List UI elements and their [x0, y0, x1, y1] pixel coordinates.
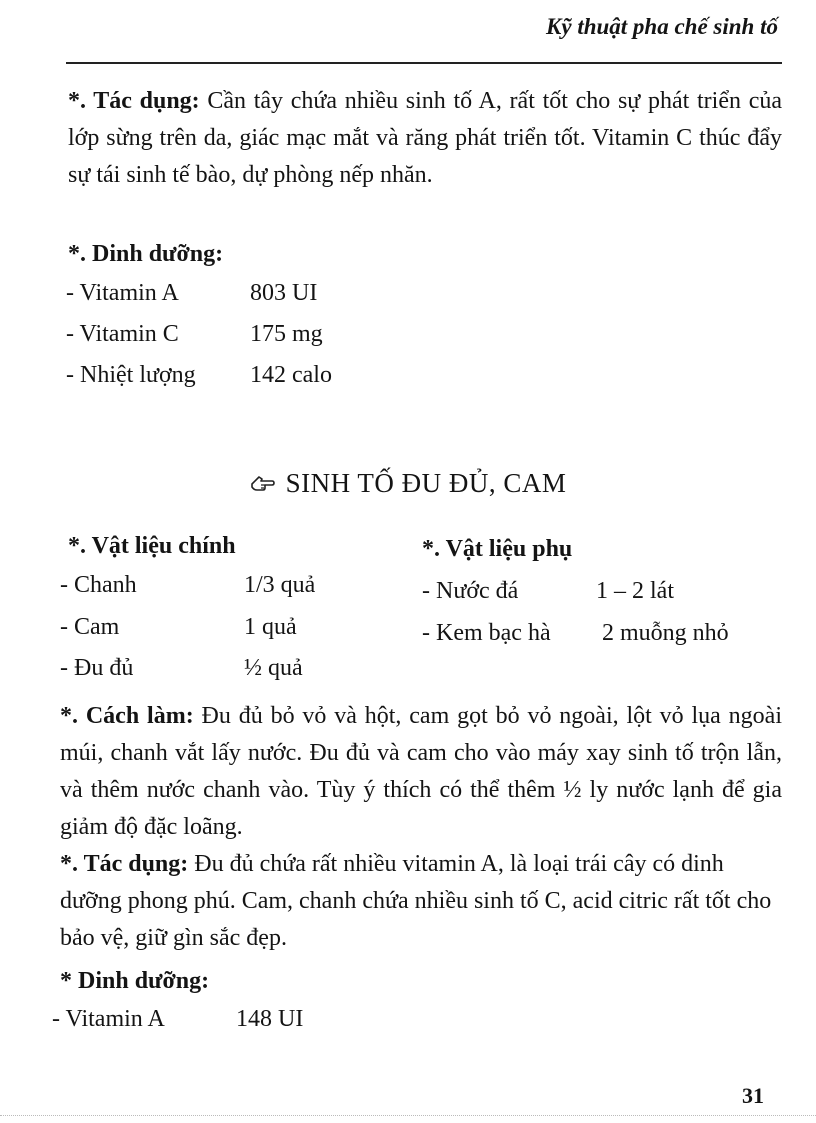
nutrition-name: - Vitamin A	[52, 1006, 165, 1032]
nutrition-value: 803 UI	[250, 280, 318, 306]
method-label: *. Cách làm:	[60, 703, 194, 729]
effect-text-2: Đu đủ chứa rất nhiều vitamin A, là loại trái cây có dinh dưỡng phong phú. Cam, chanh chứa nhiều sinh tố C, acid citric rất tốt cho bảo vệ, giữ gìn sắc đẹp.	[60, 851, 772, 951]
page-number: 31	[742, 1083, 764, 1108]
header-rule	[66, 62, 782, 64]
method-paragraph	[60, 698, 782, 846]
effect-paragraph-2	[60, 846, 782, 957]
effect-label-2: *. Tác dụng:	[60, 851, 189, 877]
nutrition-heading-2: * Dinh dưỡng:	[60, 968, 210, 994]
ingredient-qty: 1 – 2 lát	[596, 578, 674, 604]
method-text: Đu đủ bỏ vỏ và hột, cam gọt bỏ vỏ ngoài, lột vỏ lụa ngoài múi, chanh vắt lấy nước. Đu đủ và cam cho vào máy xay sinh tố trộn lẫn, và thêm nước chanh vào. Tùy ý thích có thể thêm ½ ly nước lạnh để gia giảm độ đặc loãng.	[60, 703, 783, 840]
effect-label-1: *. Tác dụng:	[68, 88, 200, 114]
main-materials-heading: *. Vật liệu chính	[68, 533, 236, 559]
extra-materials-heading: *. Vật liệu phụ	[422, 536, 573, 562]
bottom-dotted-line	[0, 1115, 816, 1116]
recipe-title-text: SINH TỐ ĐU ĐỦ, CAM	[285, 468, 567, 498]
nutrition-name: - Nhiệt lượng	[66, 362, 196, 388]
ingredient-name: - Nước đá	[422, 578, 519, 604]
effect-paragraph-1	[68, 83, 782, 194]
effect-text-1: Cần tây chứa nhiều sinh tố A, rất tốt cho sự phát triển của lớp sừng trên da, giác mạc mắt và răng phát triển tốt. Vitamin C thúc đẩy sự tái sinh tế bào, dự phòng nếp nhăn.	[68, 88, 782, 188]
ingredient-qty: 2 muỗng nhỏ	[602, 620, 729, 646]
pointing-hand-icon	[250, 472, 276, 494]
ingredient-name: - Cam	[60, 614, 120, 640]
ingredient-qty: ½ quả	[244, 655, 303, 681]
ingredient-name: - Kem bạc hà	[422, 620, 551, 646]
ingredient-name: - Chanh	[60, 572, 137, 598]
ingredient-qty: 1 quả	[244, 614, 297, 640]
recipe-title	[0, 468, 816, 499]
nutrition-value: 142 calo	[250, 362, 332, 388]
ingredient-name: - Đu đủ	[60, 655, 134, 681]
nutrition-value: 175 mg	[250, 321, 323, 347]
nutrition-heading-1: *. Dinh dưỡng:	[68, 241, 224, 267]
nutrition-name: - Vitamin A	[66, 280, 179, 306]
ingredient-qty: 1/3 quả	[244, 572, 316, 598]
nutrition-name: - Vitamin C	[66, 321, 179, 347]
nutrition-value: 148 UI	[236, 1006, 304, 1032]
running-head: Kỹ thuật pha chế sinh tố	[546, 14, 778, 39]
